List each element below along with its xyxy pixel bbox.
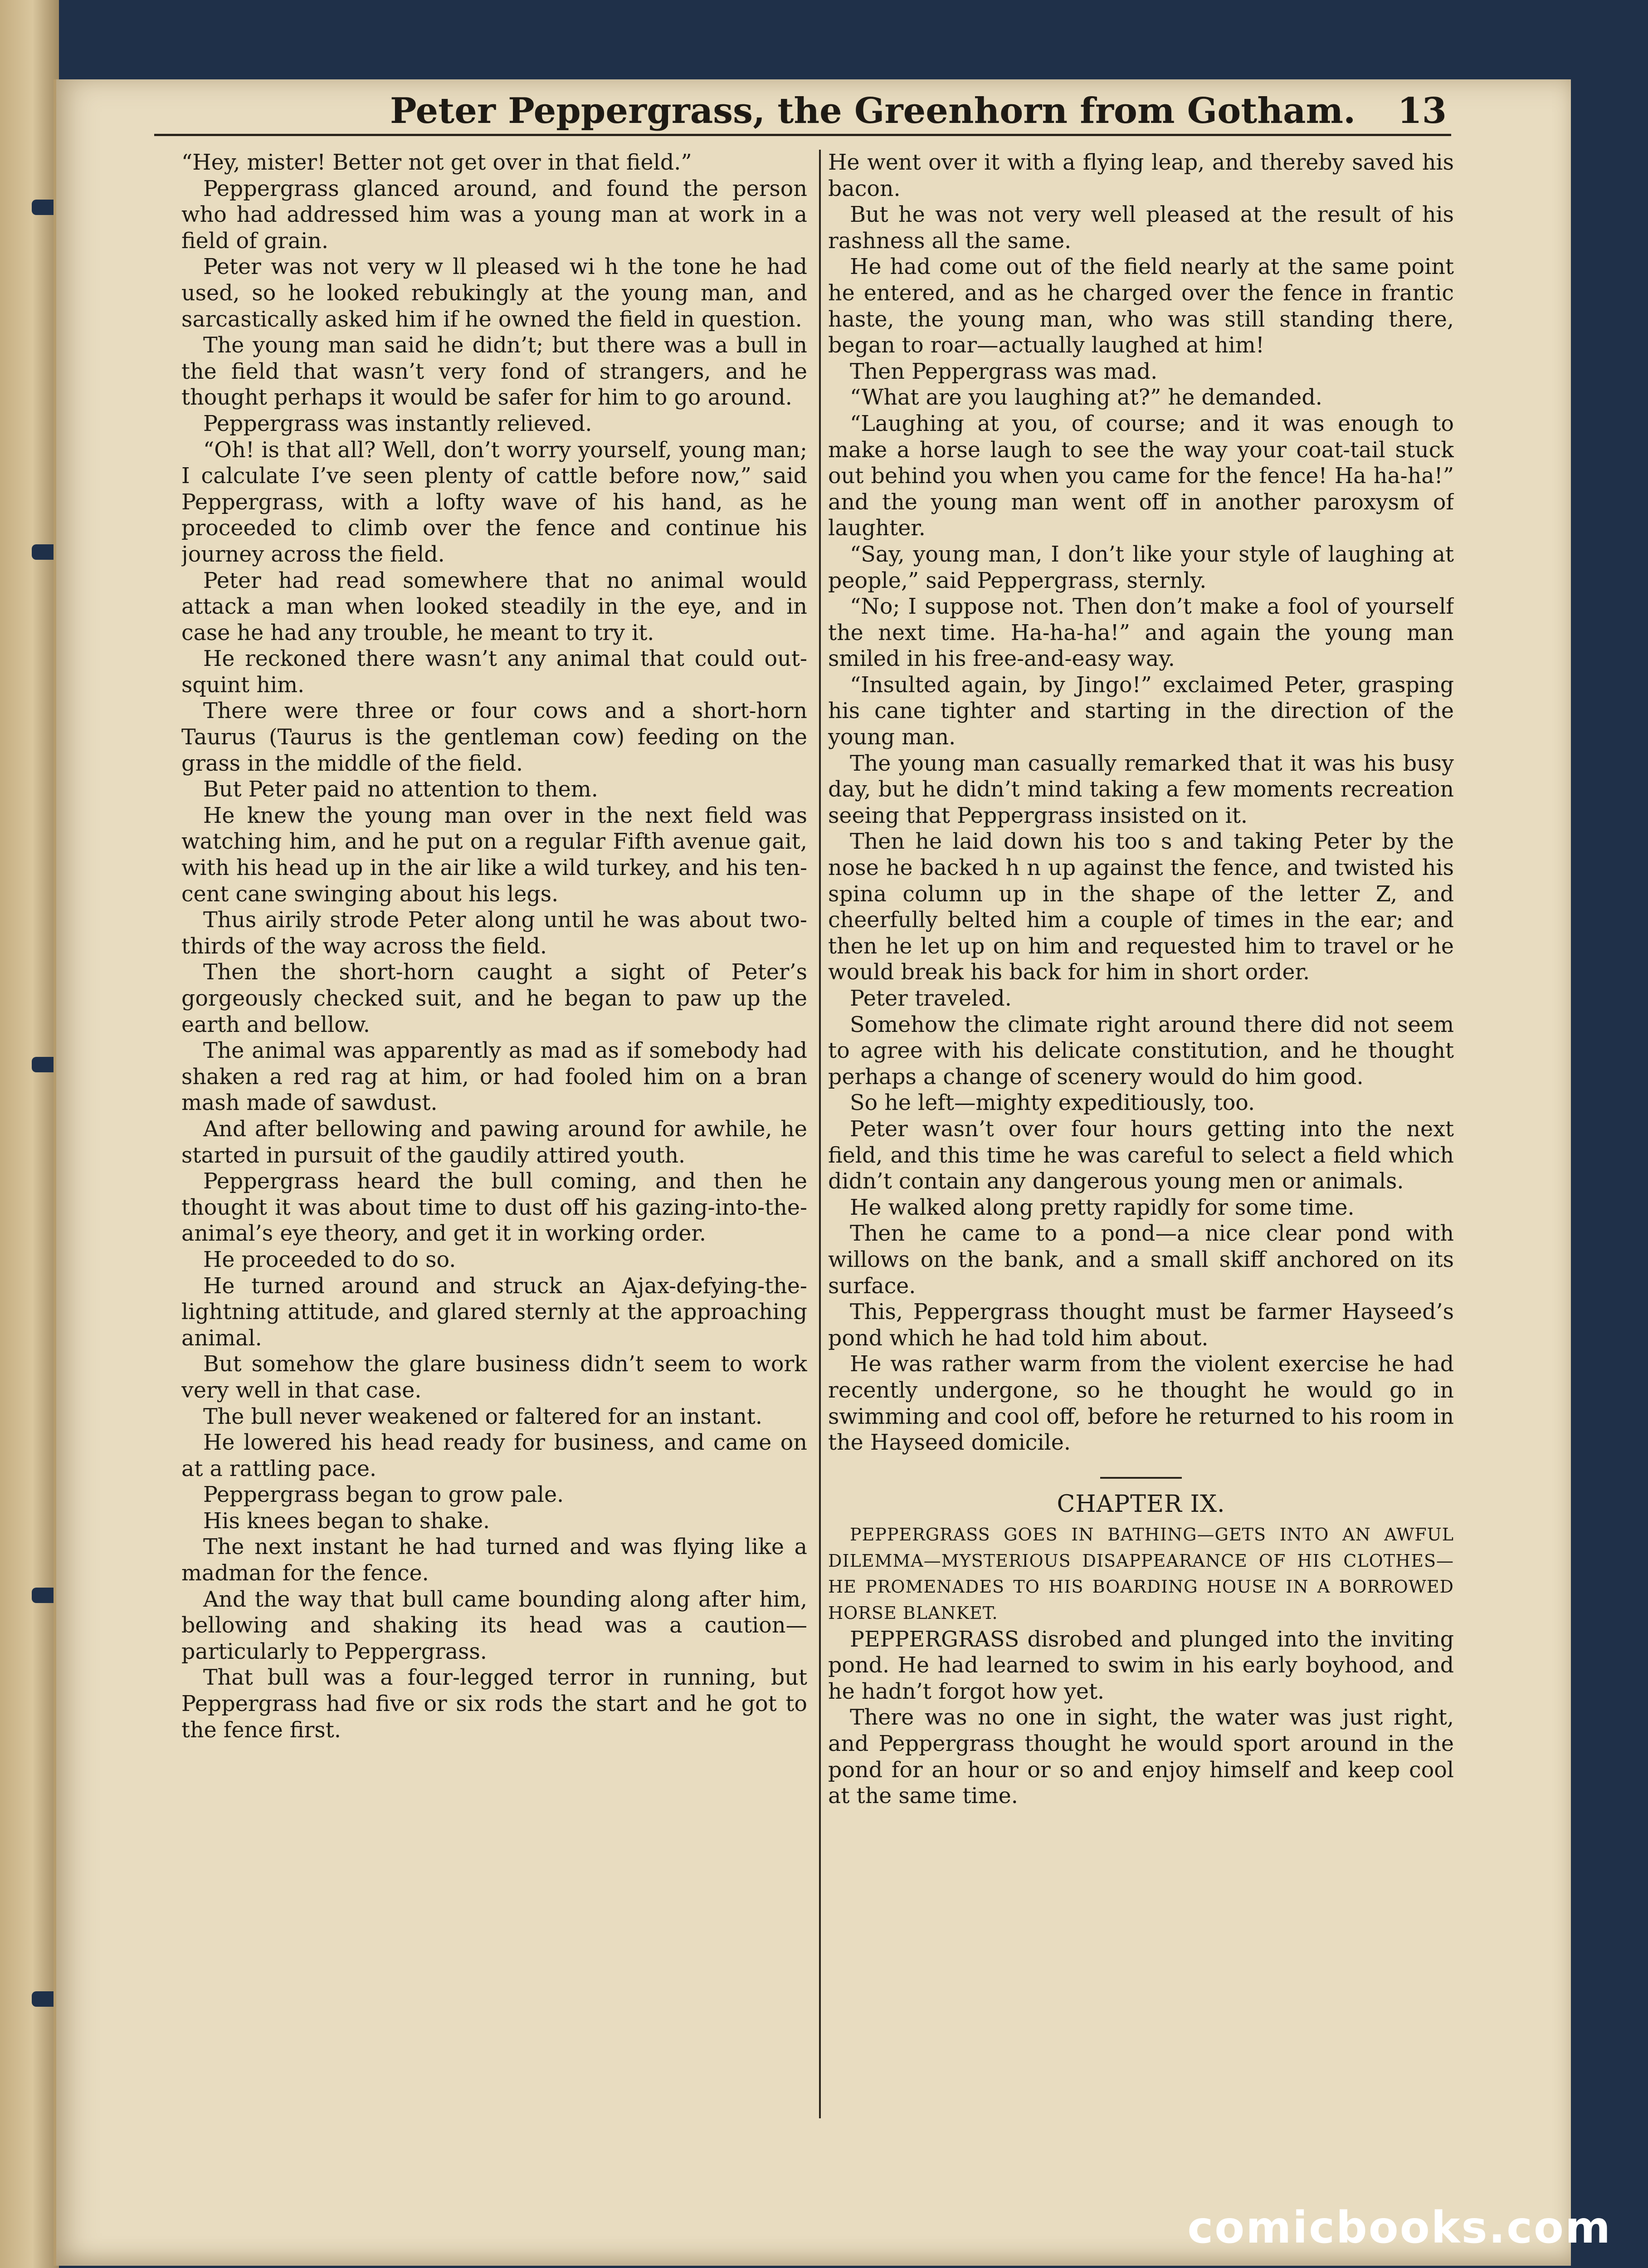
chapter-heading: CHAPTER IX. [1057,1490,1225,1518]
paragraph: But Peter paid no attention to them. [203,777,598,802]
paragraph: Peppergrass was instantly relieved. [203,411,592,436]
paragraph: “Say, young man, I don’t like your style of laughing at people,” said Peppergrass, sternly. [828,542,1454,593]
paragraph: That bull was a four-legged terror in running, but Peppergrass had five or six rods the start and he got to the fence first. [181,1665,807,1743]
paragraph: Peter had read somewhere that no animal would attack a man when looked steadily in the eye, and in case he had any trouble, he meant to try it. [181,568,807,645]
paragraph: The bull never weakened or faltered for an instant. [203,1404,762,1429]
paragraph: But he was not very well pleased at the result of his rashness all the same. [828,202,1454,254]
paragraph: Peppergrass glanced around, and found the person who had addressed him was a young man at work in a field of grain. [181,176,807,254]
paragraph: He lowered his head ready for business, and came on at a rattling pace. [181,1430,807,1481]
paragraph: The animal was apparently as mad as if somebody had shaken a red rag at him, or had fooled him on a bran mash made of sawdust. [181,1038,807,1116]
paragraph: “No; I suppose not. Then don’t make a fool of yourself the next time. Ha-ha-ha!” and again the young man smiled in his free-and-easy way. [828,594,1454,672]
paragraph: He went over it with a flying leap, and thereby saved his bacon. [828,150,1454,201]
paragraph: This, Peppergrass thought must be farmer Hayseed’s pond which he had told him about. [828,1300,1454,1351]
paragraph: And after bellowing and pawing around for awhile, he started in pursuit of the gaudily attired youth. [181,1116,807,1168]
left-column [181,150,807,2118]
paragraph: “Hey, mister! Better not get over in that field.” [181,150,692,175]
paragraph: So he left—mighty expeditiously, too. [850,1090,1255,1116]
paragraph: Peter traveled. [850,986,1012,1011]
chapter-rule [1100,1477,1182,1479]
paragraph: The young man said he didn’t; but there was a bull in the field that wasn’t very fond of strangers, and he thought perhaps it would be safer for him to go around. [181,333,807,411]
paragraph: “Laughing at you, of course; and it was enough to make a horse laugh to see the way your coat-tail stuck out behind you when you came for the fence! Ha ha-ha!” and the young man went off in another paroxysm of laughter. [828,411,1454,541]
running-header [154,79,1451,136]
paragraph: He turned around and struck an Ajax-defying-the-lightning attitude, and glared sternly at the approaching animal. [181,1273,807,1351]
binding-spine [0,0,59,2268]
paragraph: Peppergrass heard the bull coming, and then he thought it was about time to dust off his gazing-into-the-animal’s eye theory, and get it in working order. [181,1169,807,1246]
paragraph: Then Peppergrass was mad. [850,359,1158,384]
paragraph: But somehow the glare business didn’t seem to work very well in that case. [181,1352,807,1403]
paragraph: He knew the young man over in the next field was watching him, and he put on a regular Fifth avenue gait, with his head up in the air like a wild turkey, and his ten-cent cane swinging about his legs. [181,803,807,907]
paragraph: Peppergrass began to grow pale. [203,1482,564,1508]
paragraph: He had come out of the field nearly at the same point he entered, and as he charged over the fence in frantic haste, the young man, who was still standing there, began to roar—actually laughed at him! [828,254,1454,358]
right-column [828,150,1454,2118]
running-title: Peter Peppergrass, the Greenhorn from Gotham. [390,90,1356,132]
paragraph: Peter was not very w ll pleased wi h the tone he had used, so he looked rebukingly at the young man, and sarcastically asked him if he owned the field in question. [181,254,807,332]
paragraph: “What are you laughing at?” he demanded. [850,385,1322,411]
chapter-summary: PEPPERGRASS GOES IN BATHING—GETS INTO AN AWFUL DILEMMA—MYSTERIOUS DISAPPEARANCE OF HIS CLOTHES—HE PROMENADES TO HIS BOARDING HOUSE IN A BORROWED HORSE BLANKET. [828,1525,1454,1623]
paragraph: Then he laid down his too s and taking Peter by the nose he backed h n up against the fence, and twisted his spina column up in the shape of the letter Z, and cheerfully belted him a couple of times in the ear; and then he let up on him and requested him to travel or he would break his back for him in short order. [828,829,1454,985]
paragraph: Then the short-horn caught a sight of Peter’s gorgeously checked suit, and he began to paw up the earth and bellow. [181,960,807,1037]
column-divider [819,150,821,2118]
paragraph: Then he came to a pond—a nice clear pond with willows on the bank, and a small skiff anchored on its surface. [828,1221,1454,1299]
paragraph: The next instant he had turned and was flying like a madman for the fence. [181,1535,807,1586]
paragraph: Thus airily strode Peter along until he was about two-thirds of the way across the field. [181,908,807,959]
page-number: 13 [1397,90,1447,132]
paragraph: PEPPERGRASS disrobed and plunged into the inviting pond. He had learned to swim in his early boyhood, and he hadn’t forgot how yet. [828,1627,1454,1704]
paragraph: “Insulted again, by Jingo!” exclaimed Peter, grasping his cane tighter and starting in the direction of the young man. [828,672,1454,750]
paragraph: He was rather warm from the violent exercise he had recently undergone, so he thought he would go in swimming and cool off, before he returned to his room in the Hayseed domicile. [828,1352,1454,1456]
paragraph: He walked along pretty rapidly for some time. [850,1195,1355,1220]
paragraph: “Oh! is that all? Well, don’t worry yourself, young man; I calculate I’ve seen plenty of cattle before now,” said Peppergrass, with a lofty wave of his hand, as he proceeded to climb over the fence and continue his journey across the field. [181,437,807,567]
paragraph: Somehow the climate right around there did not seem to agree with his delicate constitution, and he thought perhaps a change of scenery would do him good. [828,1012,1454,1090]
paragraph: His knees began to shake. [203,1508,490,1534]
paragraph: Peter wasn’t over four hours getting into the next field, and this time he was careful to select a field which didn’t contain any dangerous young men or animals. [828,1116,1454,1194]
paragraph: He proceeded to do so. [203,1247,456,1272]
paragraph: There was no one in sight, the water was just right, and Peppergrass thought he would sport around in the pond for an hour or so and enjoy himself and keep cool at the same time. [828,1705,1454,1809]
watermark: comicbooks.com [1187,2202,1612,2253]
paragraph: The young man casually remarked that it was his busy day, but he didn’t mind taking a few moments recreation seeing that Peppergrass insisted on it. [828,751,1454,828]
paragraph: He reckoned there wasn’t any animal that could out-squint him. [181,646,807,698]
paragraph: There were three or four cows and a short-horn Taurus (Taurus is the gentleman cow) feeding on the grass in the middle of the field. [181,699,807,776]
paragraph: And the way that bull came bounding along after him, bellowing and shaking its head was a caution—particularly to Peppergrass. [181,1587,807,1664]
